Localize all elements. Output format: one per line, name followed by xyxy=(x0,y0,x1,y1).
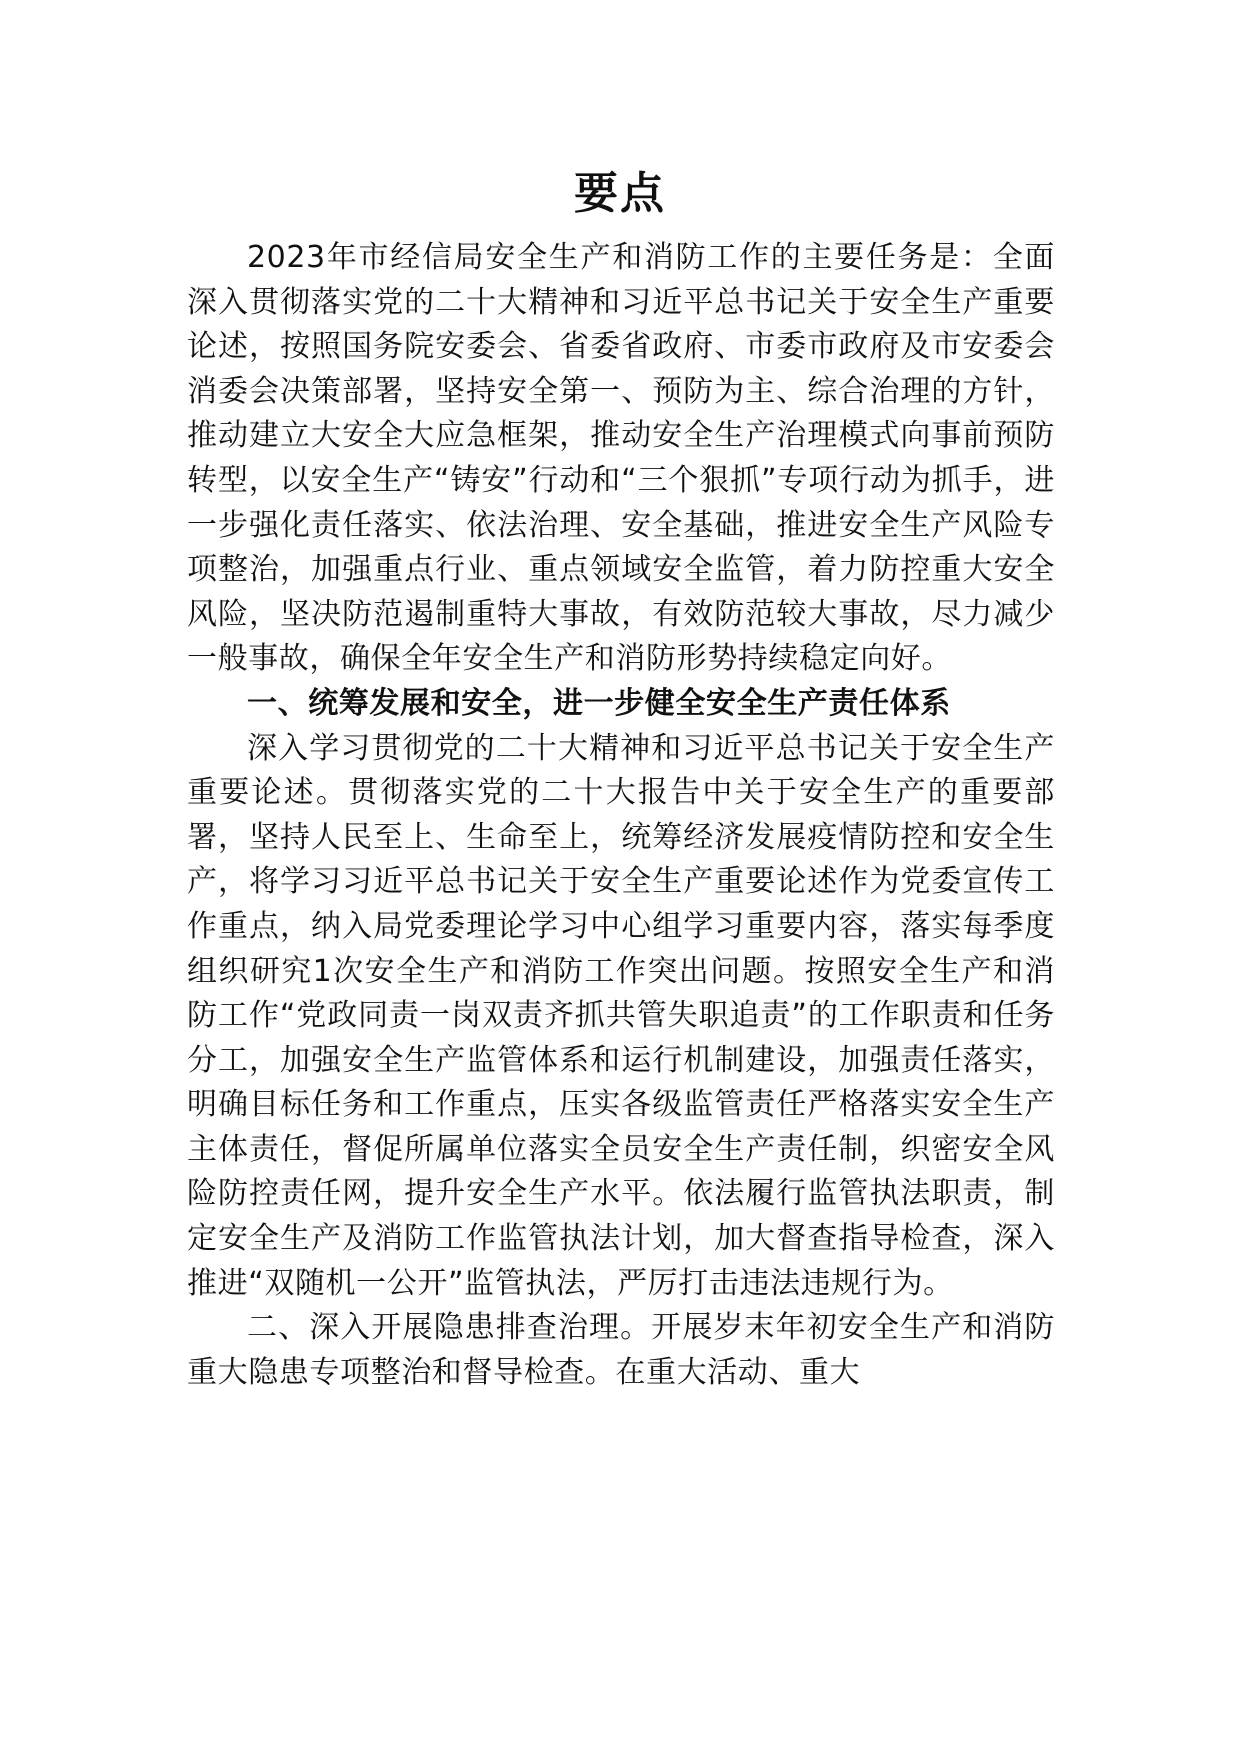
intro-paragraph: 2023年市经信局安全生产和消防工作的主要任务是：全面深入贯彻落实党的二十大精神和习近平总书记关于安全生产重要论述，按照国务院安委会、省委省政府、市委市政府及市安委会消委会决策部署，坚持安全第一、预防为主、综合治理的方针，推动建立大安全大应急框架，推动安全生产治理模式向事前预防转型，以安全生产“铸安”行动和“三个狠抓”专项行动为抓手，进一步强化责任落实、依法治理、安全基础，推进安全生产风险专项整治，加强重点行业、重点领域安全监管，着力防控重大安全风险，坚决防范遏制重特大事故，有效防范较大事故，尽力减少一般事故，确保全年安全生产和消防形势持续稳定向好。 xyxy=(187,240,1055,677)
section-1-paragraph: 深入学习贯彻党的二十大精神和习近平总书记关于安全生产重要论述。贯彻落实党的二十大报告中关于安全生产的重要部署，坚持人民至上、生命至上，统筹经济发展疫情防控和安全生产，将学习习近平总书记关于安全生产重要论述作为党委宣传工作重点，纳入局党委理论学习中心组学习重要内容，落实每季度组织研究1次安全生产和消防工作突出问题。按照安全生产和消防工作“党政同责一岗双责齐抓共管失职追责”的工作职责和任务分工，加强安全生产监管体系和运行机制建设，加强责任落实，明确目标任务和工作重点，压实各级监管责任严格落实安全生产主体责任，督促所属单位落实全员安全生产责任制，织密安全风险防控责任网，提升安全生产水平。依法履行监管执法职责，制定安全生产及消防工作监管执法计划，加大督查指导检查，深入推进“双随机一公开”监管执法，严厉打击违法违规行为。 xyxy=(187,730,1055,1301)
page-title: 要点 xyxy=(574,168,666,219)
document-body xyxy=(187,236,1055,1395)
section-1-heading: 一、统筹发展和安全，进一步健全安全生产责任体系 xyxy=(247,685,951,721)
section-2-paragraph: 二、深入开展隐患排查治理。开展岁末年初安全生产和消防重大隐患专项整治和督导检查。在重大活动、重大 xyxy=(187,1310,1055,1390)
